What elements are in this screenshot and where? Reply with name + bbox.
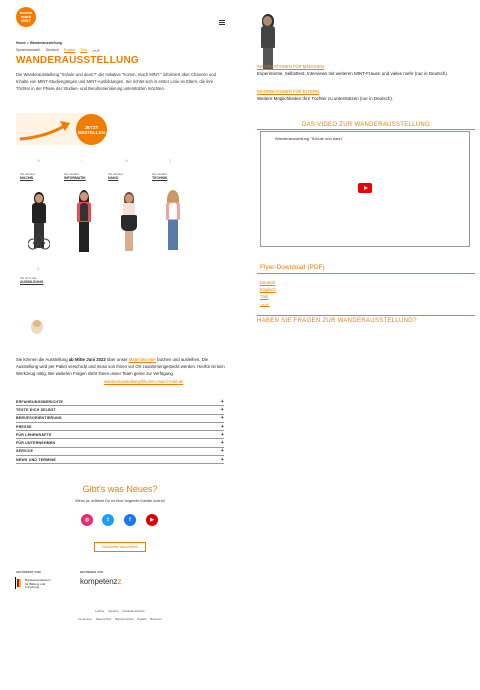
nav-item-erfahrungsberichte[interactable] (16, 398, 224, 406)
plus-icon: + (220, 431, 224, 438)
divider (257, 315, 475, 316)
info-girls-text: Experimente, Selbsttest, Interviews mit weiteren MINT-Frauen und vieles mehr (nur in Deutsch). (257, 71, 449, 76)
video-label: Wanderausstellung "Schule und dann" (275, 136, 344, 141)
nav-item-label: FÜR LEHRKRÄFTE (16, 432, 52, 437)
booking-date: ab Mitte Juni 2022 (68, 357, 106, 362)
letter-i: I (81, 158, 83, 163)
bmbf-eagle-icon (15, 577, 22, 589)
role-tag-a (20, 277, 43, 284)
letter-n: N (125, 158, 128, 163)
nav-item-news-termine[interactable] (16, 456, 224, 464)
info-parents-link[interactable]: INFORMATIONEN FÜR ELTERN (257, 89, 319, 94)
site-logo[interactable]: komm mach MINT (16, 7, 36, 27)
nav-item-label: BERUFSORIENTIERUNG (16, 416, 62, 421)
language-ar[interactable]: عربي (92, 48, 101, 52)
play-button-icon[interactable] (358, 183, 372, 193)
flyer-download-title: Flyer-Download (PDF) (260, 264, 325, 271)
nav-item-presse[interactable] (16, 423, 224, 431)
flyer-link-englisch[interactable]: Englisch (260, 287, 276, 292)
booking-text (16, 356, 226, 377)
booking-text-1: Sie können die Ausstellung (16, 357, 69, 362)
role-tag-pre: Sie studiert (152, 172, 168, 176)
kompetenzz-logo-b: z (117, 577, 122, 586)
nav-item-label: SERVICE (16, 449, 34, 454)
person-i-image (74, 190, 94, 254)
funded-by-label: GEFÖRDERT VOM (16, 570, 41, 574)
plus-icon: + (220, 415, 224, 422)
plus-icon: + (220, 406, 224, 413)
info-parents-text: Weitere Möglichkeiten Ihre Töchter zu unterstützen (nur in Deutsch). (257, 96, 394, 101)
role-tag-i (64, 173, 86, 180)
booking-text-2: über unser (105, 357, 129, 362)
language-tr[interactable]: Türk (80, 48, 88, 52)
instagram-icon[interactable]: ◎ (81, 514, 93, 526)
language-de[interactable]: Deutsch (45, 48, 59, 52)
flyer-link-deutsch[interactable]: Deutsch (260, 280, 276, 285)
role-tag-n (108, 173, 123, 180)
language-selector (16, 48, 100, 52)
kompetenzz-logo[interactable] (80, 577, 121, 586)
divider (257, 273, 475, 274)
plus-icon: + (220, 440, 224, 447)
facebook-icon[interactable]: f (124, 514, 136, 526)
booking-text-3: buchen und ausleihen. Die Ausstellung wird per Paket verschickt und muss von Ihnen vor Ort zusammengesteckt werden. Hierfür ist kein Werkzeug nötig. Bei weiteren Fragen steht Ihnen unser Team gerne zur Verfügung. (16, 357, 225, 376)
role-tag-name: AUSBILDUNG (20, 279, 44, 284)
intro-text: Die Wanderausstellung "Schule und dann?" der Initiative "Komm, mach MINT." informiert über Chancen und Inhalte von MINT-Studiengängen und MINT-Ausbildungen. Sie richtet sich in erster Linie an Eltern, die ihre Töchter in der Phase der Studien- und Berufsorientierung unterstützen möchten. (16, 72, 216, 91)
flyer-link-arabic[interactable]: عربي (260, 301, 270, 306)
nav-item-lehrkraefte[interactable] (16, 431, 224, 439)
plus-icon: + (220, 456, 224, 463)
role-tag-name: MACHB (20, 175, 34, 180)
nav-item-label: TESTE DICH SELBST (16, 407, 56, 412)
nav-item-label: FÜR UNTERNEHMEN (16, 441, 56, 446)
newsletter-title: Gibt's was Neues? (82, 484, 158, 494)
person-n-image (118, 192, 140, 252)
flyer-link-tuerk[interactable]: Türk (260, 294, 269, 299)
email-link[interactable]: wanderausstellung@komm-mach-mint.de (104, 379, 184, 384)
video-section-title: DAS VIDEO ZUR WANDERAUSSTELLUNG (257, 122, 475, 130)
nav-item-unternehmen[interactable] (16, 439, 224, 447)
hamburger-menu-icon[interactable] (219, 20, 225, 25)
newsletter-subscribe-button[interactable]: Newsletter abonnieren (94, 542, 146, 552)
order-banner[interactable] (16, 113, 136, 145)
twitter-icon[interactable]: t (102, 514, 114, 526)
newsletter-subtitle: Wenn ja, erfährst Du es über folgende Kanäle zuerst! (75, 499, 165, 503)
girl-photo (258, 14, 278, 70)
plus-icon: + (220, 448, 224, 455)
letter-m: M (37, 158, 41, 163)
section-navigation (16, 398, 224, 464)
nav-item-label: PRESSE (16, 424, 32, 429)
role-tag-pre: Sie ist in der (20, 276, 37, 280)
nav-item-berufsorientierung[interactable] (16, 415, 224, 423)
role-tag-pre: Sie studiert (108, 172, 124, 176)
operated-by-label: BETRIEBEN VON (80, 570, 103, 574)
kompetenzz-logo-a: kompetenz (80, 577, 118, 586)
footer-links-accessibility[interactable]: Leichte Sprache Gebärdensprache (95, 609, 145, 613)
nav-item-label: ERFAHRUNGSBERICHTE (16, 399, 64, 404)
role-tag-t (152, 173, 168, 180)
footer-links-legal[interactable]: Impressum Datenschutz Barrierefreiheit Digitale Barrieren (78, 617, 162, 621)
order-now-badge[interactable]: JETZT BESTELLEN (76, 114, 107, 145)
breadcrumb: Home > Wanderausstellung (16, 41, 62, 45)
page-title: WANDERAUSSTELLUNG (16, 55, 139, 66)
plus-icon: + (220, 423, 224, 430)
bmbf-logo-text[interactable]: Bundesministerium für Bildung und Forschung (25, 578, 51, 590)
faq-title[interactable]: HABEN SIE FRAGEN ZUR WANDERAUSSTELLUNG? (257, 318, 417, 324)
language-label: Sprachauswahl: (16, 48, 41, 52)
nav-item-service[interactable] (16, 448, 224, 456)
video-player[interactable] (260, 131, 470, 247)
plus-icon: + (220, 398, 224, 405)
info-girls-link[interactable]: INFORMATIONEN FÜR MÄDCHEN (257, 64, 324, 69)
nav-item-teste-dich-selbst[interactable] (16, 406, 224, 414)
person-a-image (31, 320, 43, 334)
role-tag-name: NANO (108, 175, 119, 180)
person-t-image (162, 190, 184, 252)
person-m-image (28, 192, 50, 252)
role-tag-name: INFORMATIK (64, 175, 86, 180)
letter-a: A (37, 266, 40, 271)
youtube-icon[interactable]: ▶ (146, 514, 158, 526)
language-en[interactable]: English (63, 48, 76, 52)
nav-item-label: NEWS UND TERMINE (16, 457, 56, 462)
role-tag-pre: Sie studiert (64, 172, 80, 176)
letter-t: T (169, 158, 172, 163)
role-tag-name: TECHNIK (152, 175, 168, 180)
materialcenter-link[interactable]: Materialcenter (128, 357, 156, 362)
role-tag-m (20, 173, 35, 180)
role-tag-pre: Sie studiert (20, 172, 36, 176)
